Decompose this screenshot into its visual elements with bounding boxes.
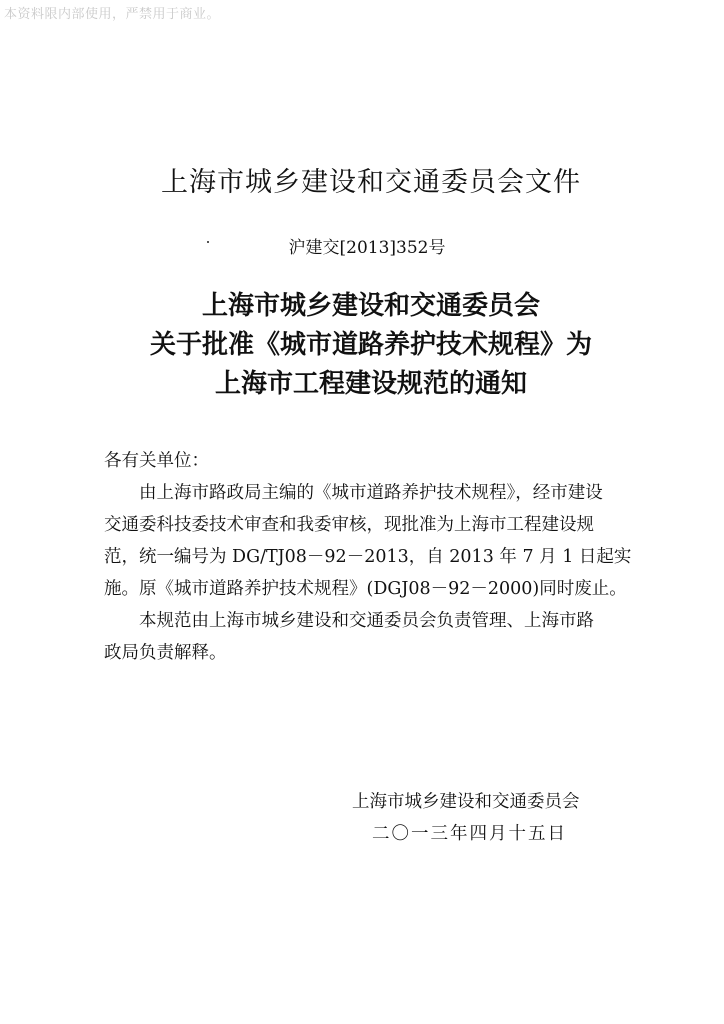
paragraph-2-line-2: 政局负责解释。 [104, 643, 227, 663]
document-number: 沪建交[2013]352号 [288, 238, 446, 258]
salutation: 各有关单位： [104, 451, 209, 471]
title-line-2: 关于批准《城市道路养护技术规程》为 [149, 330, 592, 360]
signature-issuer: 上海市城乡建设和交通委员会 [352, 792, 580, 812]
watermark-text: 本资料限内部使用，严禁用于商业。 [4, 7, 221, 22]
paragraph-2-line-1: 本规范由上海市城乡建设和交通委员会负责管理、上海市路 [139, 611, 594, 631]
issuer-header: 上海市城乡建设和交通委员会文件 [161, 167, 581, 198]
signature-date: 二〇一三年四月十五日 [372, 824, 567, 844]
paragraph-1-line-1: 由上海市路政局主编的《城市道路养护技术规程》，经市建设 [139, 483, 603, 503]
paragraph-1-line-2: 交通委科技委技术审查和我委审核，现批准为上海市工程建设规 [104, 515, 594, 535]
title-line-1: 上海市城乡建设和交通委员会 [201, 291, 540, 321]
paragraph-1-line-3: 范，统一编号为 DG/TJ08－92－2013，自 2013 年 7 月 1 日起实 [104, 547, 632, 567]
paragraph-1-line-4: 施。原《城市道路养护技术规程》(DGJ08－92－2000)同时废止。 [104, 579, 627, 599]
title-line-3: 上海市工程建设规范的通知 [214, 369, 527, 399]
body-paragraph-2 [104, 605, 644, 669]
body-paragraph-1 [104, 477, 644, 605]
document-body [104, 445, 644, 669]
document-title [0, 287, 724, 404]
